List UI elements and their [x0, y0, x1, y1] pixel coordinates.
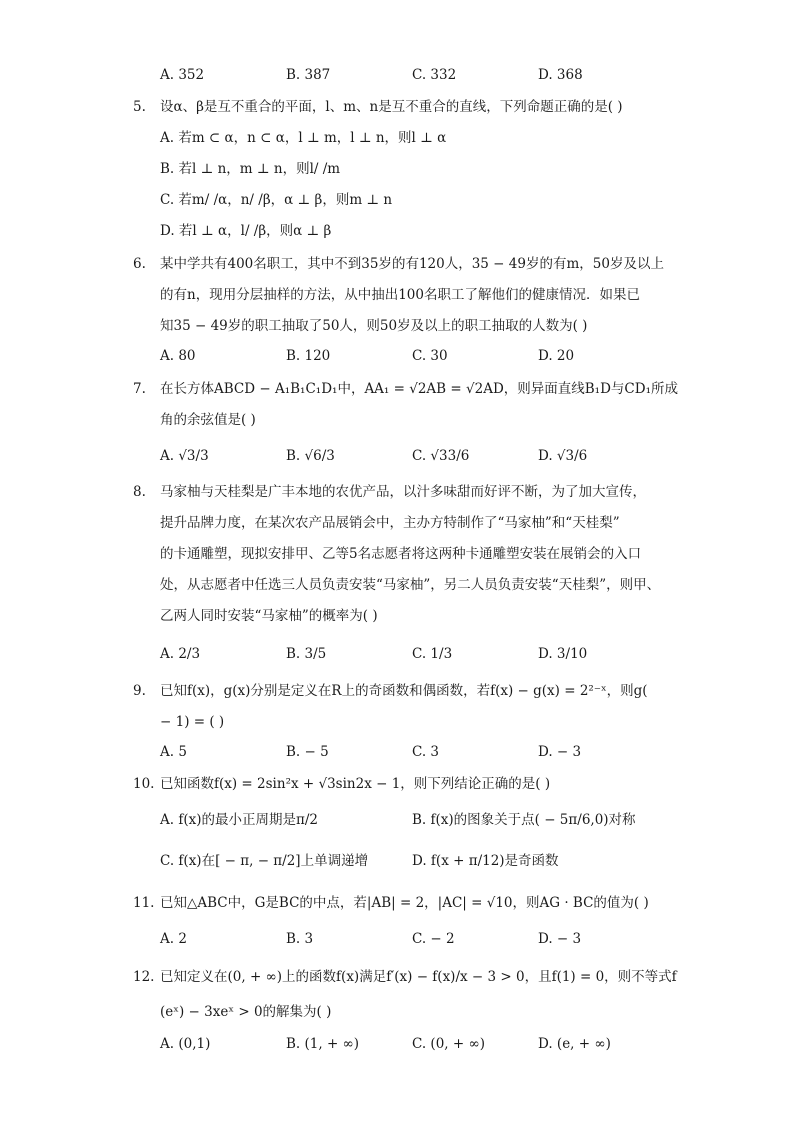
- q11-option-d: D. − 3: [538, 931, 582, 947]
- q12-stem-line-1: 已知定义在(0, + ∞)上的函数f(x)满足f′(x) − f(x)/x − 3 > 0，且f(1) = 0，则不等式f: [160, 969, 677, 985]
- q8-option-c: C. 1/3: [412, 646, 453, 662]
- q8-stem-line-4: 处，从志愿者中任选三人员负责安装“马家柚”，另二人员负责安装“天桂梨”，则甲、: [160, 577, 661, 593]
- q11-option-b: B. 3: [286, 931, 314, 947]
- q5-option-b: B. 若l ⊥ n，m ⊥ n，则l/ /m: [160, 161, 341, 177]
- q5-option-a: A. 若m ⊂ α，n ⊂ α，l ⊥ m，l ⊥ n，则l ⊥ α: [160, 130, 447, 146]
- q5-number: 5.: [133, 99, 146, 115]
- q6-stem-line-3: 知35 − 49岁的职工抽取了50人，则50岁及以上的职工抽取的人数为( ): [160, 318, 588, 334]
- q10-number: 10.: [133, 776, 155, 792]
- q11-stem: 已知△ABC中，G是BC的中点，若|AB| = 2，|AC| = √10，则AG · BC的值为( ): [160, 895, 649, 911]
- q9-stem-line-1: 已知f(x)，g(x)分别是定义在R上的奇函数和偶函数，若f(x) − g(x) = 2²⁻ˣ，则g(: [160, 683, 648, 699]
- q11-option-a: A. 2: [160, 931, 187, 947]
- q7-stem-line-1: 在长方体ABCD − A₁B₁C₁D₁中，AA₁ = √2AB = √2AD，则异面直线B₁D与CD₁所成: [160, 381, 678, 397]
- q12-option-d: D. (e, + ∞): [538, 1036, 611, 1052]
- q7-option-a: A. √3/3: [160, 448, 209, 464]
- q8-option-d: D. 3/10: [538, 646, 588, 662]
- q10-stem: 已知函数f(x) = 2sin²x + √3sin2x − 1，则下列结论正确的是( ): [160, 776, 551, 792]
- q12-option-b: B. (1, + ∞): [286, 1036, 360, 1052]
- q6-number: 6.: [133, 256, 146, 272]
- q9-option-d: D. − 3: [538, 744, 582, 760]
- q6-option-d: D. 20: [538, 348, 575, 364]
- q5-stem: 设α、β是互不重合的平面，l、m、n是互不重合的直线，下列命题正确的是( ): [160, 99, 623, 115]
- q8-stem-line-1: 马家柚与天桂梨是广丰本地的农优产品，以汁多味甜而好评不断，为了加大宣传，: [160, 484, 646, 500]
- q8-option-a: A. 2/3: [160, 646, 201, 662]
- q8-option-b: B. 3/5: [286, 646, 327, 662]
- q12-stem-line-2: (eˣ) − 3xeˣ > 0的解集为( ): [160, 1004, 332, 1020]
- q10-option-a: A. f(x)的最小正周期是π/2: [160, 812, 318, 828]
- q8-number: 8.: [133, 484, 146, 500]
- q4-option-c: C. 332: [412, 67, 457, 83]
- q6-option-b: B. 120: [286, 348, 331, 364]
- q6-stem-line-2: 的有n，现用分层抽样的方法，从中抽出100名职工了解他们的健康情况．如果已: [160, 287, 640, 303]
- q7-option-b: B. √6/3: [286, 448, 335, 464]
- q7-option-c: C. √33/6: [412, 448, 470, 464]
- q9-option-a: A. 5: [160, 744, 187, 760]
- q5-option-d: D. 若l ⊥ α，l/ /β，则α ⊥ β: [160, 223, 332, 239]
- q7-stem-line-2: 角的余弦值是( ): [160, 412, 256, 428]
- q11-option-c: C. − 2: [412, 931, 455, 947]
- q8-stem-line-5: 乙两人同时安装“马家柚”的概率为( ): [160, 608, 378, 624]
- q9-number: 9.: [133, 683, 146, 699]
- q12-number: 12.: [133, 969, 155, 985]
- q9-option-c: C. 3: [412, 744, 440, 760]
- q7-number: 7.: [133, 381, 146, 397]
- q10-option-c: C. f(x)在[ − π, − π/2]上单调递增: [160, 853, 369, 869]
- q10-option-b: B. f(x)的图象关于点( − 5π/6,0)对称: [412, 812, 636, 828]
- q6-stem-line-1: 某中学共有400名职工，其中不到35岁的有120人，35 − 49岁的有m，50岁及以上: [160, 256, 664, 272]
- q4-option-b: B. 387: [286, 67, 331, 83]
- q6-option-c: C. 30: [412, 348, 448, 364]
- q11-number: 11.: [133, 895, 155, 911]
- q10-option-d: D. f(x + π/12)是奇函数: [412, 853, 559, 869]
- q4-option-a: A. 352: [160, 67, 205, 83]
- q7-option-d: D. √3/6: [538, 448, 588, 464]
- q12-option-c: C. (0, + ∞): [412, 1036, 485, 1052]
- q9-option-b: B. − 5: [286, 744, 329, 760]
- q12-option-a: A. (0,1): [160, 1036, 211, 1052]
- q8-stem-line-2: 提升品牌力度，在某次农产品展销会中，主办方特制作了“马家柚”和“天桂梨”: [160, 515, 620, 531]
- q5-option-c: C. 若m/ /α，n/ /β，α ⊥ β，则m ⊥ n: [160, 192, 393, 208]
- q9-stem-line-2: − 1) = ( ): [160, 714, 225, 730]
- q4-option-d: D. 368: [538, 67, 583, 83]
- q8-stem-line-3: 的卡通雕塑，现拟安排甲、乙等5名志愿者将这两种卡通雕塑安装在展销会的入口: [160, 546, 642, 562]
- q6-option-a: A. 80: [160, 348, 196, 364]
